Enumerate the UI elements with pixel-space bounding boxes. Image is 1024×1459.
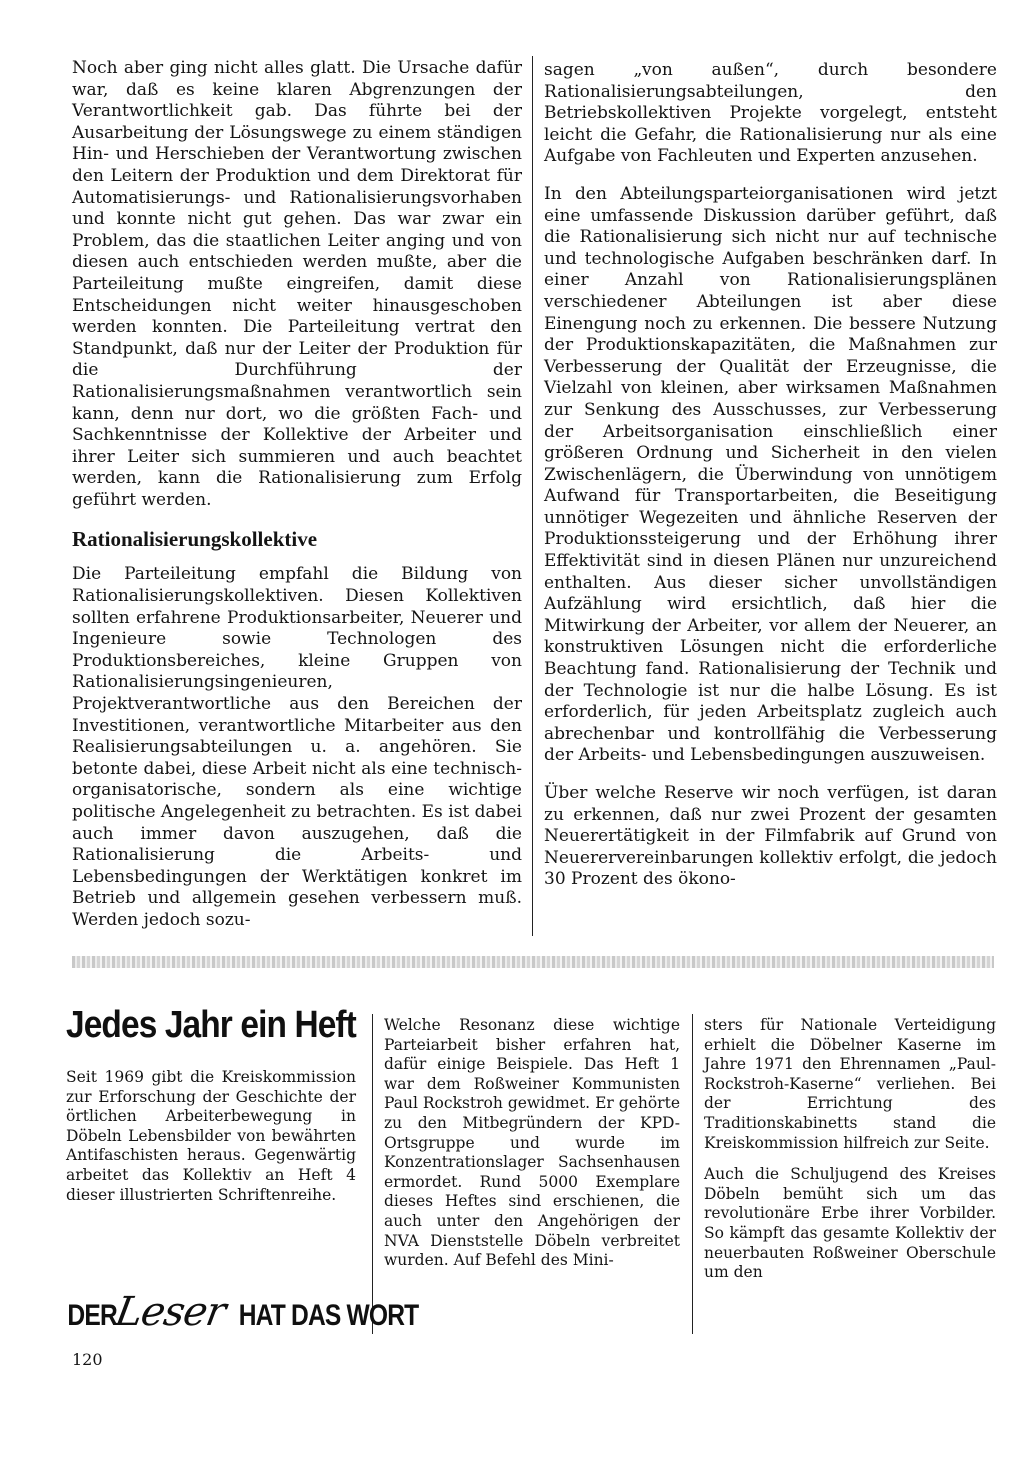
logo-prefix: DER — [67, 1299, 117, 1332]
article-paragraph: In den Abteilungsparteiorganisationen wird jetzt eine umfassende Diskussion darüber geführt, daß die Rationalisierung sich nicht nur auf technische und technologische Aufgaben beschränken darf. In einer Anzahl von Rationalisierungsplänen verschiedener Abteilungen ist aber diese Einengung noch zu erkennen. Die bessere Nutzung der Produktionskapazitäten, die Maßnahmen zur Verbesserung der Qualität der Erzeugnisse, die Vielzahl von kleinen, aber wirksamen Maßnahmen zur Senkung des Ausschusses, zur Verbesserung der Arbeitsorganisation einschließlich einer größeren Ordnung und Sicherheit in den vielen Zwischenlägern, die Überwindung von unnötigem Aufwand für Transportarbeiten, die Beseitigung unnötiger Wegezeiten und ähnliche Reserven der Produktionssteigerung und der Erhöhung ihrer Effektivität sind in diesen Plänen nur unzureichend enthalten. Aus dieser sicher unvollständigen Aufzählung wird ersichtlich, daß hier die Mitwirkung der Arbeiter, vor allem der Neuerer, an konstruktiven Lösungen nicht die erforderliche Beachtung fand. Rationalisierung der Technik und der Technologie ist nur die halbe Lösung. Es ist erforderlich, für jeden Arbeitsplatz zugleich auch abrechenbar und kontrollfähig die Verbesserung der Arbeits- und Lebensbedingungen auszuweisen. — [544, 183, 997, 766]
section-heading: Rationalisierungskollektive — [72, 527, 318, 552]
column-divider — [372, 1014, 373, 1334]
feature-intro: Seit 1969 gibt die Kreiskommission zur Erforschung der Geschichte der örtlichen Arbeiterbewegung in Döbeln Lebensbilder von bewährten Antifaschisten heraus. Gegenwärtig arbeitet das Kollektiv an Heft 4 dieser illustrierten Schriftenreihe. — [66, 1068, 356, 1204]
feature-paragraph: sters für Nationale Verteidigung erhielt die Döbelner Kaserne im Jahre 1971 den Ehrennamen „Paul-Rockstroh-Kaserne“ verliehen. Bei der Errichtung des Traditionskabinetts stand die Kreiskommission hilfreich zur Seite. — [704, 1016, 996, 1152]
logo-script-word: Leser — [112, 1289, 229, 1335]
page-number: 120 — [72, 1350, 103, 1369]
article-right-column — [544, 60, 997, 907]
article-paragraph: Die Parteileitung empfahl die Bildung von Rationalisierungskollektiven. Diesen Kollektiven sollten erfahrene Produktionsarbeiter, Neuerer und Ingenieure sowie Technologen des Produktionsbereiches, kleine Gruppen von Rationalisierungsingenieuren, Projektverantwortliche aus den Bereichen der Investitionen, verantwortliche Mitarbeiter aus den Realisierungsabteilungen u. a. angehören. Sie betonte dabei, diese Arbeit nicht als eine technisch-organisatorische, sondern als eine wichtige politische Angelegenheit zu betrachten. Es ist dabei auch immer davon auszugehen, daß die Rationalisierung die Arbeits- und Lebensbedingungen der Werktätigen konkret im Betrieb und allgemein gesehen verbessern muß. Werden jedoch sozu- — [72, 564, 522, 930]
section-separator-band — [72, 956, 994, 968]
column-divider — [532, 56, 533, 936]
feature-paragraph: Welche Resonanz diese wichtige Parteiarbeit bisher erfahren hat, dafür einige Beispiele. Das Heft 1 war dem Roßweiner Kommunisten Paul Rockstroh gewidmet. Er gehörte zu den Mitbegründern der KPD-Ortsgruppe und wurde im Konzentrationslager Sachsenhausen ermordet. Rund 5000 Exemplare dieses Heftes sind erschienen, die auch unter den Angehörigen der NVA Dienststelle Döbeln verbreitet wurden. Auf Befehl des Mini- — [384, 1016, 680, 1270]
article-paragraph: Noch aber ging nicht alles glatt. Die Ursache dafür war, daß es keine klaren Abgrenzungen der Verantwortlichkeit gab. Das führte bei der Ausarbeitung der Lösungswege zu einem ständigen Hin- und Herschieben der Verantwortung zwischen den Leitern der Produktion und dem Direktorat für Automatisierungs- und Rationalisierungsvorhaben und konnte nicht gut gehen. Das war zwar ein Problem, das die staatlichen Leiter anging und von diesen auch entschieden werden mußte, aber die Parteileitung mußte eingreifen, damit diese Entscheidungen nicht weiter hinausgeschoben werden konnten. Die Parteileitung vertrat den Standpunkt, daß nur der Leiter der Produktion für die Durchführung der Rationalisierungsmaßnahmen verantwortlich sein kann, denn nur dort, wo die größten Fach- und Sachkenntnisse der Kollektive der Arbeiter und ihrer Leiter sich summieren und auch beachtet werden, kann die Rationalisierung zum Erfolg geführt werden. — [72, 58, 522, 510]
feature-title: Jedes Jahr ein Heft — [66, 1004, 356, 1046]
article-left-column — [72, 58, 522, 948]
feature-paragraph: Auch die Schuljugend des Kreises Döbeln bemüht sich um das revolutionäre Erbe ihrer Vorbilder. So kämpft das gesamte Kollektiv der neuerbauten Roßweiner Oberschule um den — [704, 1165, 996, 1282]
logo-suffix: HAT DAS WORT — [238, 1299, 419, 1332]
feature-column — [704, 1016, 996, 1295]
column-divider — [692, 1014, 693, 1334]
article-paragraph: Über welche Reserve wir noch verfügen, ist daran zu erkennen, daß nur zwei Prozent der gesamten Neuerertätigkeit in der Filmfabrik auf Grund von Neuerervereinbarungen kollektiv erfolgt, die jedoch 30 Prozent des ökono- — [544, 783, 997, 890]
feature-column — [384, 1016, 680, 1283]
article-paragraph: sagen „von außen“, durch besondere Rationalisierungsabteilungen, den Betriebskollektiven Projekte vorgelegt, entsteht leicht die Gefahr, die Rationalisierung nur als eine Aufgabe von Fachleuten und Experten anzusehen. — [544, 60, 997, 167]
der-leser-hat-das-wort-logo — [62, 1284, 419, 1335]
